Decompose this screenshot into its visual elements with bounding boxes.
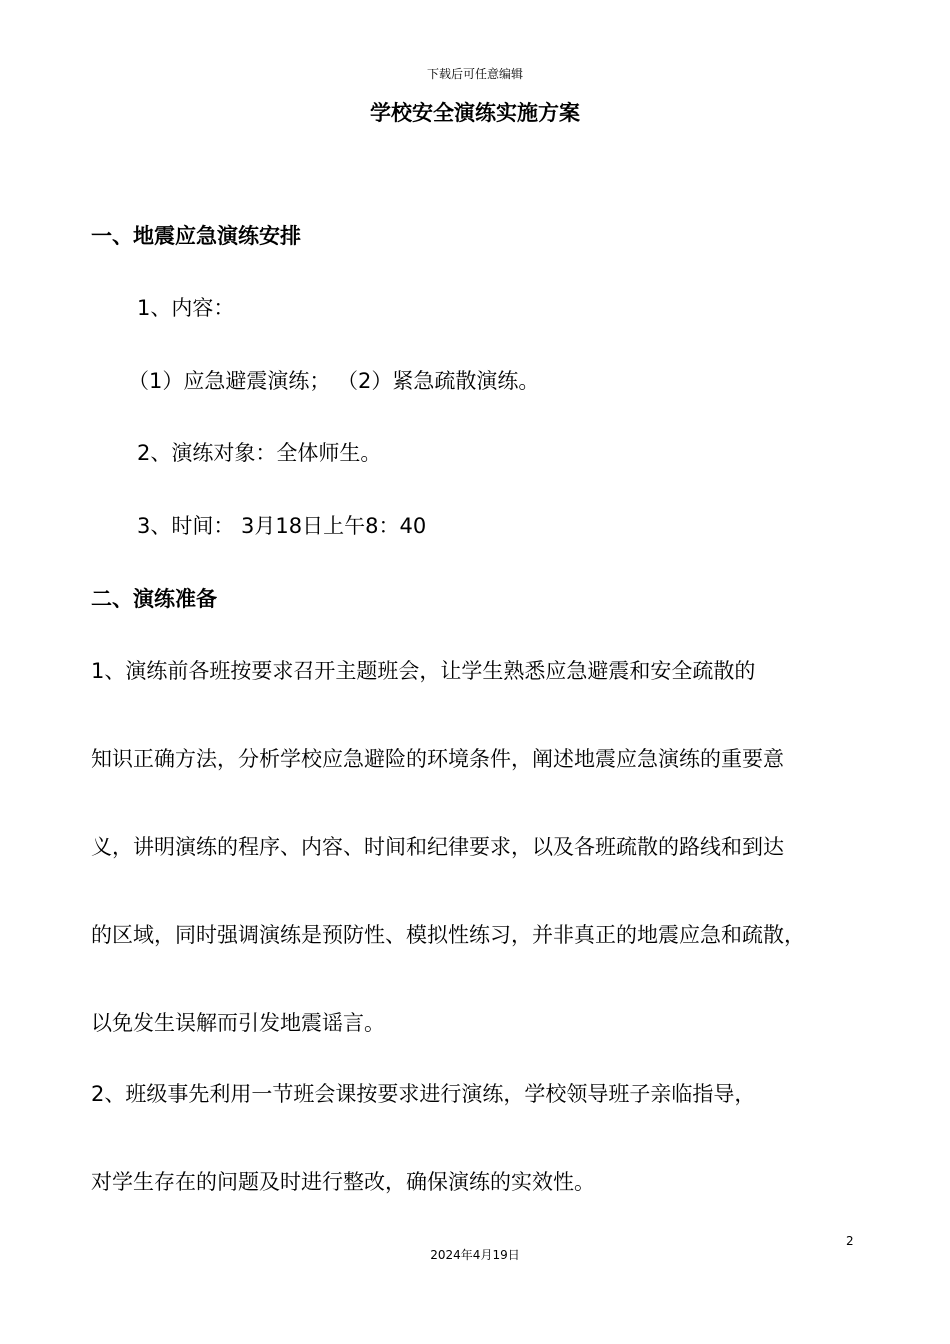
- paragraph-line: 义，讲明演练的程序、内容、时间和纪律要求，以及各班疏散的路线和到达: [91, 835, 784, 859]
- header-note: 下载后可任意编辑: [426, 67, 523, 81]
- item-drill-types: （1）应急避震演练； （2）紧急疏散演练。: [128, 369, 540, 393]
- section-heading-2: 二、演练准备: [91, 587, 217, 611]
- item-drill-time: 3、时间： 3月18日上午8：40: [137, 514, 427, 538]
- section-heading-1: 一、地震应急演练安排: [91, 224, 301, 248]
- paragraph-line: 知识正确方法，分析学校应急避险的环境条件，阐述地震应急演练的重要意: [91, 747, 784, 771]
- paragraph-line: 2、班级事先利用一节班会课按要求进行演练，学校领导班子亲临指导，: [91, 1082, 756, 1106]
- paragraph-line: 以免发生误解而引发地震谣言。: [91, 1011, 385, 1035]
- paragraph-line: 的区域，同时强调演练是预防性、模拟性练习，并非真正的地震应急和疏散，: [91, 923, 805, 947]
- page-number: 2: [846, 1234, 854, 1248]
- footer-date: 2024年4月19日: [430, 1248, 520, 1262]
- item-content-label: 1、内容：: [137, 296, 235, 320]
- document-title: 学校安全演练实施方案: [370, 101, 580, 125]
- paragraph-line: 对学生存在的问题及时进行整改，确保演练的实效性。: [91, 1170, 595, 1194]
- paragraph-line: 1、演练前各班按要求召开主题班会，让学生熟悉应急避震和安全疏散的: [91, 659, 756, 683]
- item-drill-target: 2、演练对象：全体师生。: [137, 441, 382, 465]
